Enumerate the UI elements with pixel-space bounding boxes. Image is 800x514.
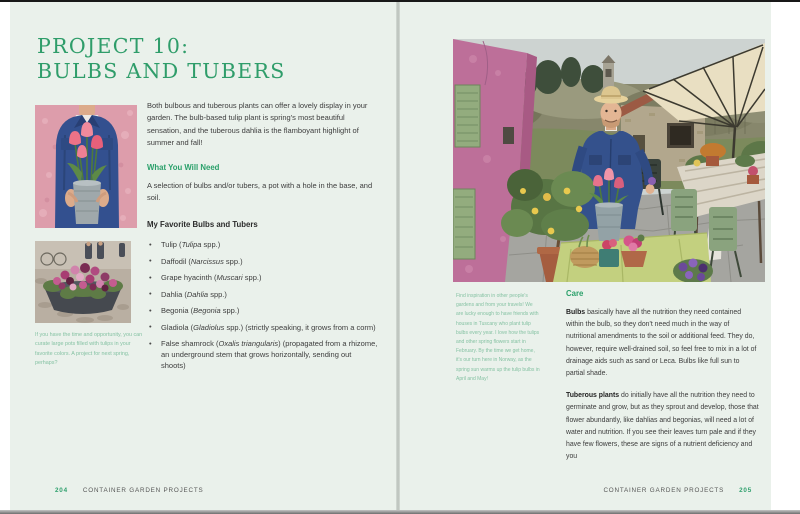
right-page-footer (540, 487, 752, 494)
bullet-icon: • (149, 272, 152, 282)
running-title: CONTAINER GARDEN PROJECTS (603, 487, 725, 494)
right-photo-caption: Find inspiration in other people's gardens and from your travels! We are lucky enough to have friends with houses in Tuscany who plant tulip bulbs every year. I love how the tulips and other spring flowers start in February. By the time we get home, it's our turn here in Norway, as the spring sun warms up the tulip bulbs in April and May! (456, 293, 540, 382)
project-title-line2: BULBS AND TUBERS (37, 59, 286, 83)
bullet-icon: • (149, 289, 152, 299)
favorites-heading: My Favorite Bulbs and Tubers (147, 220, 258, 230)
what-you-will-need-heading: What You Will Need (147, 162, 220, 172)
bottom-page-edge (0, 510, 800, 514)
left-photo-caption: If you have the time and opportunity, you can curate large pots filled with tulips in your favorite colors. A project for next spring, perhaps? (35, 332, 143, 366)
care-heading: Care (566, 289, 584, 298)
list-item: • Grape hyacinth (Muscari spp.) (149, 272, 262, 283)
running-title: CONTAINER GARDEN PROJECTS (82, 487, 204, 494)
intro-paragraph: Both bulbous and tuberous plants can offer a lovely display in your garden. The bulb-based tulip plant is spring's most beautiful sensation, and the tuberous dahlia is the flamboyant highlight of summer and fall! (147, 101, 368, 148)
project-title-line1: PROJECT 10: (37, 34, 190, 58)
favorites-list (147, 239, 378, 371)
page-number: 205 (739, 487, 752, 494)
bullet-icon: • (149, 256, 152, 266)
bullet-icon: • (149, 338, 152, 348)
photo-tulip-bucket (35, 105, 137, 228)
care-column (566, 289, 759, 473)
page-gutter (396, 2, 400, 510)
care-paragraph-tubers: Tuberous plants do initially have all the nutrition they need to germinate and grow, but as they sprout and develop, those that flower abundantly, like dahlias and begonias, will need a lot of water and nutrition. If you see their leaves turn pale and if they have few flowers, these are signs of a nutrient deficiency and you (566, 392, 759, 461)
photo-terrace-gardener (453, 39, 765, 282)
bullet-icon: • (149, 305, 152, 315)
list-item: • Tulip (Tulipa spp.) (149, 239, 221, 250)
top-page-edge (0, 0, 800, 2)
list-item: • Daffodil (Narcissus spp.) (149, 256, 243, 266)
photo-street-planter (35, 241, 131, 323)
list-item: • Gladiola (Gladiolus spp.) (strictly speaking, it grows from a corm) (149, 322, 376, 332)
care-paragraph-bulbs: Bulbs basically have all the nutrition they need contained within the bulb, so they don't need much in the way of nutritional amendments to the soil or additional feed. They do, however, require well-drained soil, so feel free to mix in a lot of drainage aids such as sand or Leca. Bulbs like full sun to partial shade. (566, 309, 757, 378)
bullet-icon: • (149, 239, 152, 249)
left-text-column (147, 100, 378, 377)
list-item: • Begonia (Begonia spp.) (149, 305, 240, 316)
list-item: • False shamrock (Oxalis triangularis) (propagated from a rhizome, an underground stem that grows horizontally, sending out shoots) (149, 338, 378, 371)
project-title (37, 34, 286, 84)
what-you-will-need-text: A selection of bulbs and/or tubers, a pot with a hole in the base, and soil. (147, 180, 373, 203)
left-page-footer (55, 487, 204, 494)
bullet-icon: • (149, 322, 152, 332)
list-item: • Dahlia (Dahlia spp.) (149, 289, 227, 299)
page-number: 204 (55, 487, 68, 494)
